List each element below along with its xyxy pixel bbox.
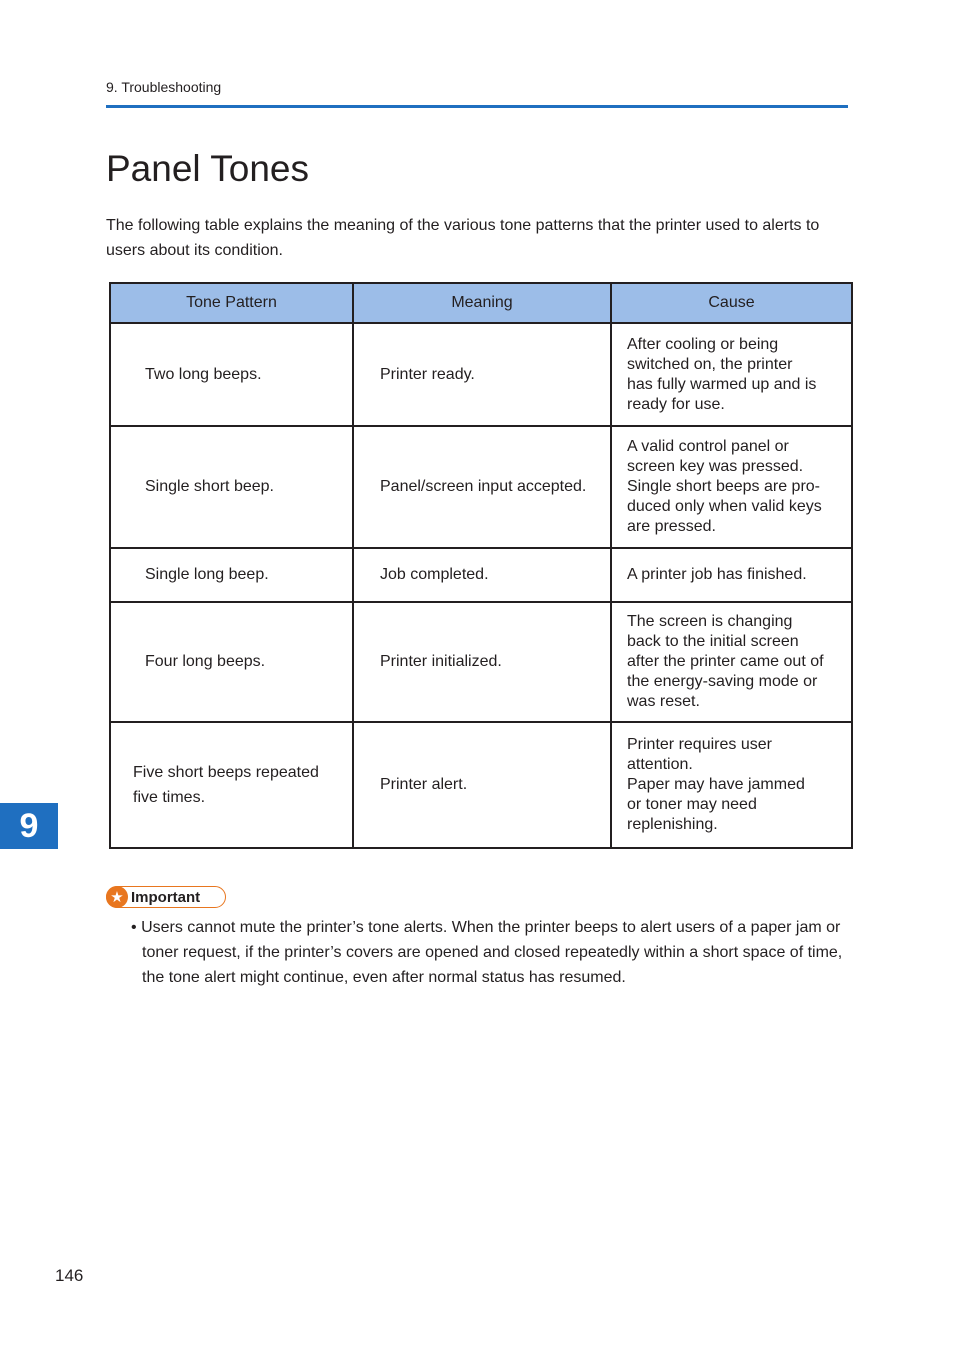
- page-title: Panel Tones: [106, 148, 309, 189]
- cause-line: the energy-saving mode or: [627, 673, 818, 690]
- cause-line: A valid control panel or: [627, 438, 789, 455]
- cause-cell: [611, 722, 852, 848]
- cause-line: switched on, the printer: [627, 355, 793, 373]
- tone-cell: Four long beeps.: [110, 602, 353, 722]
- cause-line: The screen is changing: [627, 613, 793, 630]
- table-header-row: [110, 283, 852, 323]
- cause-cell: [611, 548, 852, 602]
- meaning-cell: Panel/screen input accepted.: [353, 426, 611, 548]
- meaning-cell: Printer alert.: [353, 722, 611, 848]
- important-badge: [106, 886, 226, 908]
- cause-cell: [611, 426, 852, 548]
- cause-line: after the printer came out of: [627, 653, 824, 670]
- chapter-tab: 9: [0, 803, 58, 849]
- meaning-cell: Printer initialized.: [353, 602, 611, 722]
- tone-cell: Single long beep.: [110, 548, 353, 602]
- cause-line: has fully warmed up and is: [627, 375, 817, 393]
- important-note: [118, 915, 843, 990]
- cause-line: screen key was pressed.: [627, 458, 804, 475]
- breadcrumb: 9. Troubleshooting: [106, 79, 222, 95]
- cause-line: A printer job has finished.: [627, 566, 807, 583]
- meaning-cell: Job completed.: [353, 548, 611, 602]
- cause-line: After cooling or being: [627, 335, 779, 353]
- cause-line: attention.: [627, 756, 693, 773]
- page-number: 146: [55, 1266, 84, 1285]
- cause-line: are pressed.: [627, 518, 716, 535]
- important-note-text: Users cannot mute the printer’s tone alerts. When the printer beeps to alert users of a paper jam or toner request, if the printer’s covers are opened and closed repeatedly within a short space of time, the tone alert might continue, even after normal status has resumed.: [141, 919, 843, 986]
- cause-line: or toner may need: [627, 796, 757, 813]
- cause-line: ready for use.: [627, 395, 725, 413]
- bullet-marker: •: [131, 919, 137, 936]
- tone-cell: [110, 722, 353, 848]
- header-tone-pattern: Tone Pattern: [110, 283, 353, 323]
- panel-tones-table: [109, 282, 853, 849]
- table-row: [110, 426, 852, 548]
- star-icon: ★: [106, 886, 128, 908]
- table-row: [110, 323, 852, 426]
- cause-line: Printer requires user: [627, 736, 772, 753]
- cause-line: replenishing.: [627, 816, 718, 833]
- header-cause: Cause: [611, 283, 852, 323]
- tone-line: five times.: [133, 789, 206, 806]
- important-note-item: [118, 915, 843, 990]
- cause-line: Paper may have jammed: [627, 776, 805, 793]
- tone-cell: Two long beeps.: [110, 323, 353, 426]
- tone-cell: Single short beep.: [110, 426, 353, 548]
- header-meaning: Meaning: [353, 283, 611, 323]
- intro-paragraph: The following table explains the meaning of the various tone patterns that the printer used to alerts to users about its condition.: [106, 217, 820, 259]
- table-row: [110, 722, 852, 848]
- table-row: [110, 602, 852, 722]
- table-row: [110, 548, 852, 602]
- cause-cell: [611, 602, 852, 722]
- cause-line: was reset.: [627, 693, 700, 710]
- cause-line: Single short beeps are pro-: [627, 478, 820, 495]
- tone-line: Five short beeps repeated: [133, 764, 319, 781]
- cause-line: duced only when valid keys: [627, 498, 822, 515]
- important-label: Important: [131, 888, 201, 906]
- cause-line: back to the initial screen: [627, 633, 799, 650]
- meaning-cell: Printer ready.: [353, 323, 611, 426]
- header-rule: [106, 105, 848, 108]
- cause-cell: [611, 323, 852, 426]
